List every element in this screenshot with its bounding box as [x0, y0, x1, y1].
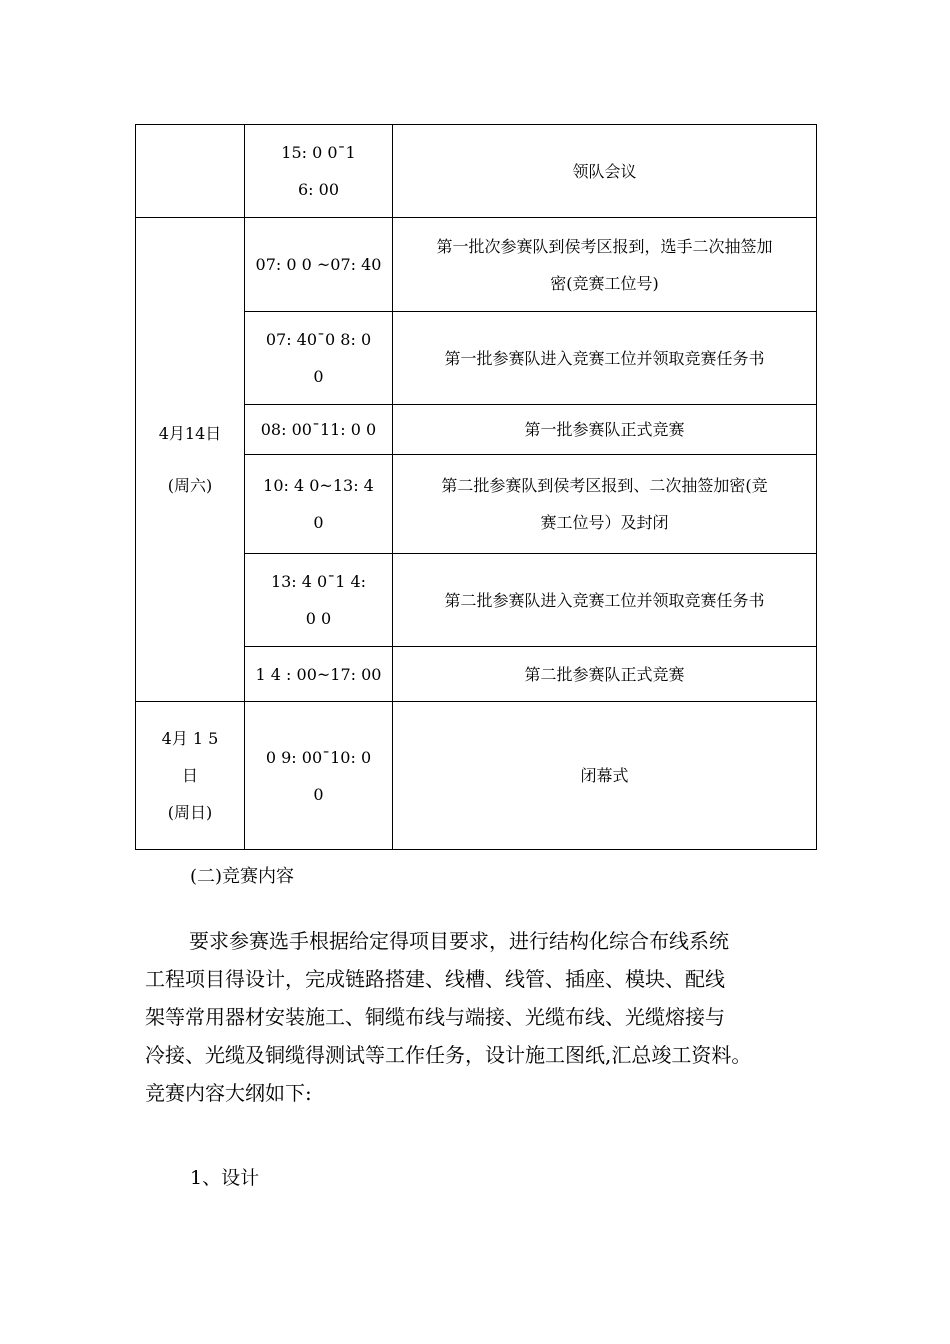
table-row: [136, 702, 817, 850]
paragraph-line: 工程项目得设计，完成链路搭建、线槽、线管、插座、模块、配线: [145, 967, 725, 991]
activity-cell: 第一批参赛队进入竞赛工位并领取竞赛任务书: [393, 312, 817, 405]
time-cell: 10: 4 0~13: 4 0: [245, 455, 393, 554]
time-cell: 0 9: 00¯10: 0 0: [245, 702, 393, 850]
time-cell: 13: 4 0¯1 4: 0 0: [245, 554, 393, 647]
paragraph-line: 要求参赛选手根据给定得项目要求，进行结构化综合布线系统: [189, 929, 729, 953]
date-cell: 4月 1 5 日 (周日): [136, 702, 245, 850]
section-heading: (二)竞赛内容: [190, 866, 295, 887]
paragraph-line: 冷接、光缆及铜缆得测试等工作任务，设计施工图纸,汇总竣工资料。: [145, 1043, 752, 1067]
list-item-design: 1、设计: [190, 1167, 260, 1189]
activity-cell: 第二批参赛队正式竞赛: [393, 647, 817, 702]
activity-cell: 闭幕式: [393, 702, 817, 850]
date-cell-empty: [136, 125, 245, 218]
schedule-table: [135, 124, 817, 850]
activity-cell: 第二批参赛队到侯考区报到、二次抽签加密(竞 赛工位号）及封闭: [393, 455, 817, 554]
time-cell: 08: 00¯11: 0 0: [245, 405, 393, 455]
activity-cell: 第一批参赛队正式竞赛: [393, 405, 817, 455]
table-row: [136, 218, 817, 312]
activity-cell: 领队会议: [393, 125, 817, 218]
date-cell: 4月14日 (周六): [136, 218, 245, 702]
activity-cell: 第一批次参赛队到侯考区报到，选手二次抽签加 密(竞赛工位号): [393, 218, 817, 312]
paragraph-line: 竞赛内容大纲如下:: [145, 1081, 312, 1105]
time-cell: 15: 0 0¯1 6: 00: [245, 125, 393, 218]
table-row: [136, 125, 817, 218]
paragraph-line: 架等常用器材安装施工、铜缆布线与端接、光缆布线、光缆熔接与: [145, 1005, 725, 1029]
time-cell: 07: 40¯0 8: 0 0: [245, 312, 393, 405]
time-cell: 07: 0 0 ~07: 40: [245, 218, 393, 312]
body-paragraph: [145, 922, 825, 1112]
time-cell: 1 4 : 00~17: 00: [245, 647, 393, 702]
activity-cell: 第二批参赛队进入竞赛工位并领取竞赛任务书: [393, 554, 817, 647]
